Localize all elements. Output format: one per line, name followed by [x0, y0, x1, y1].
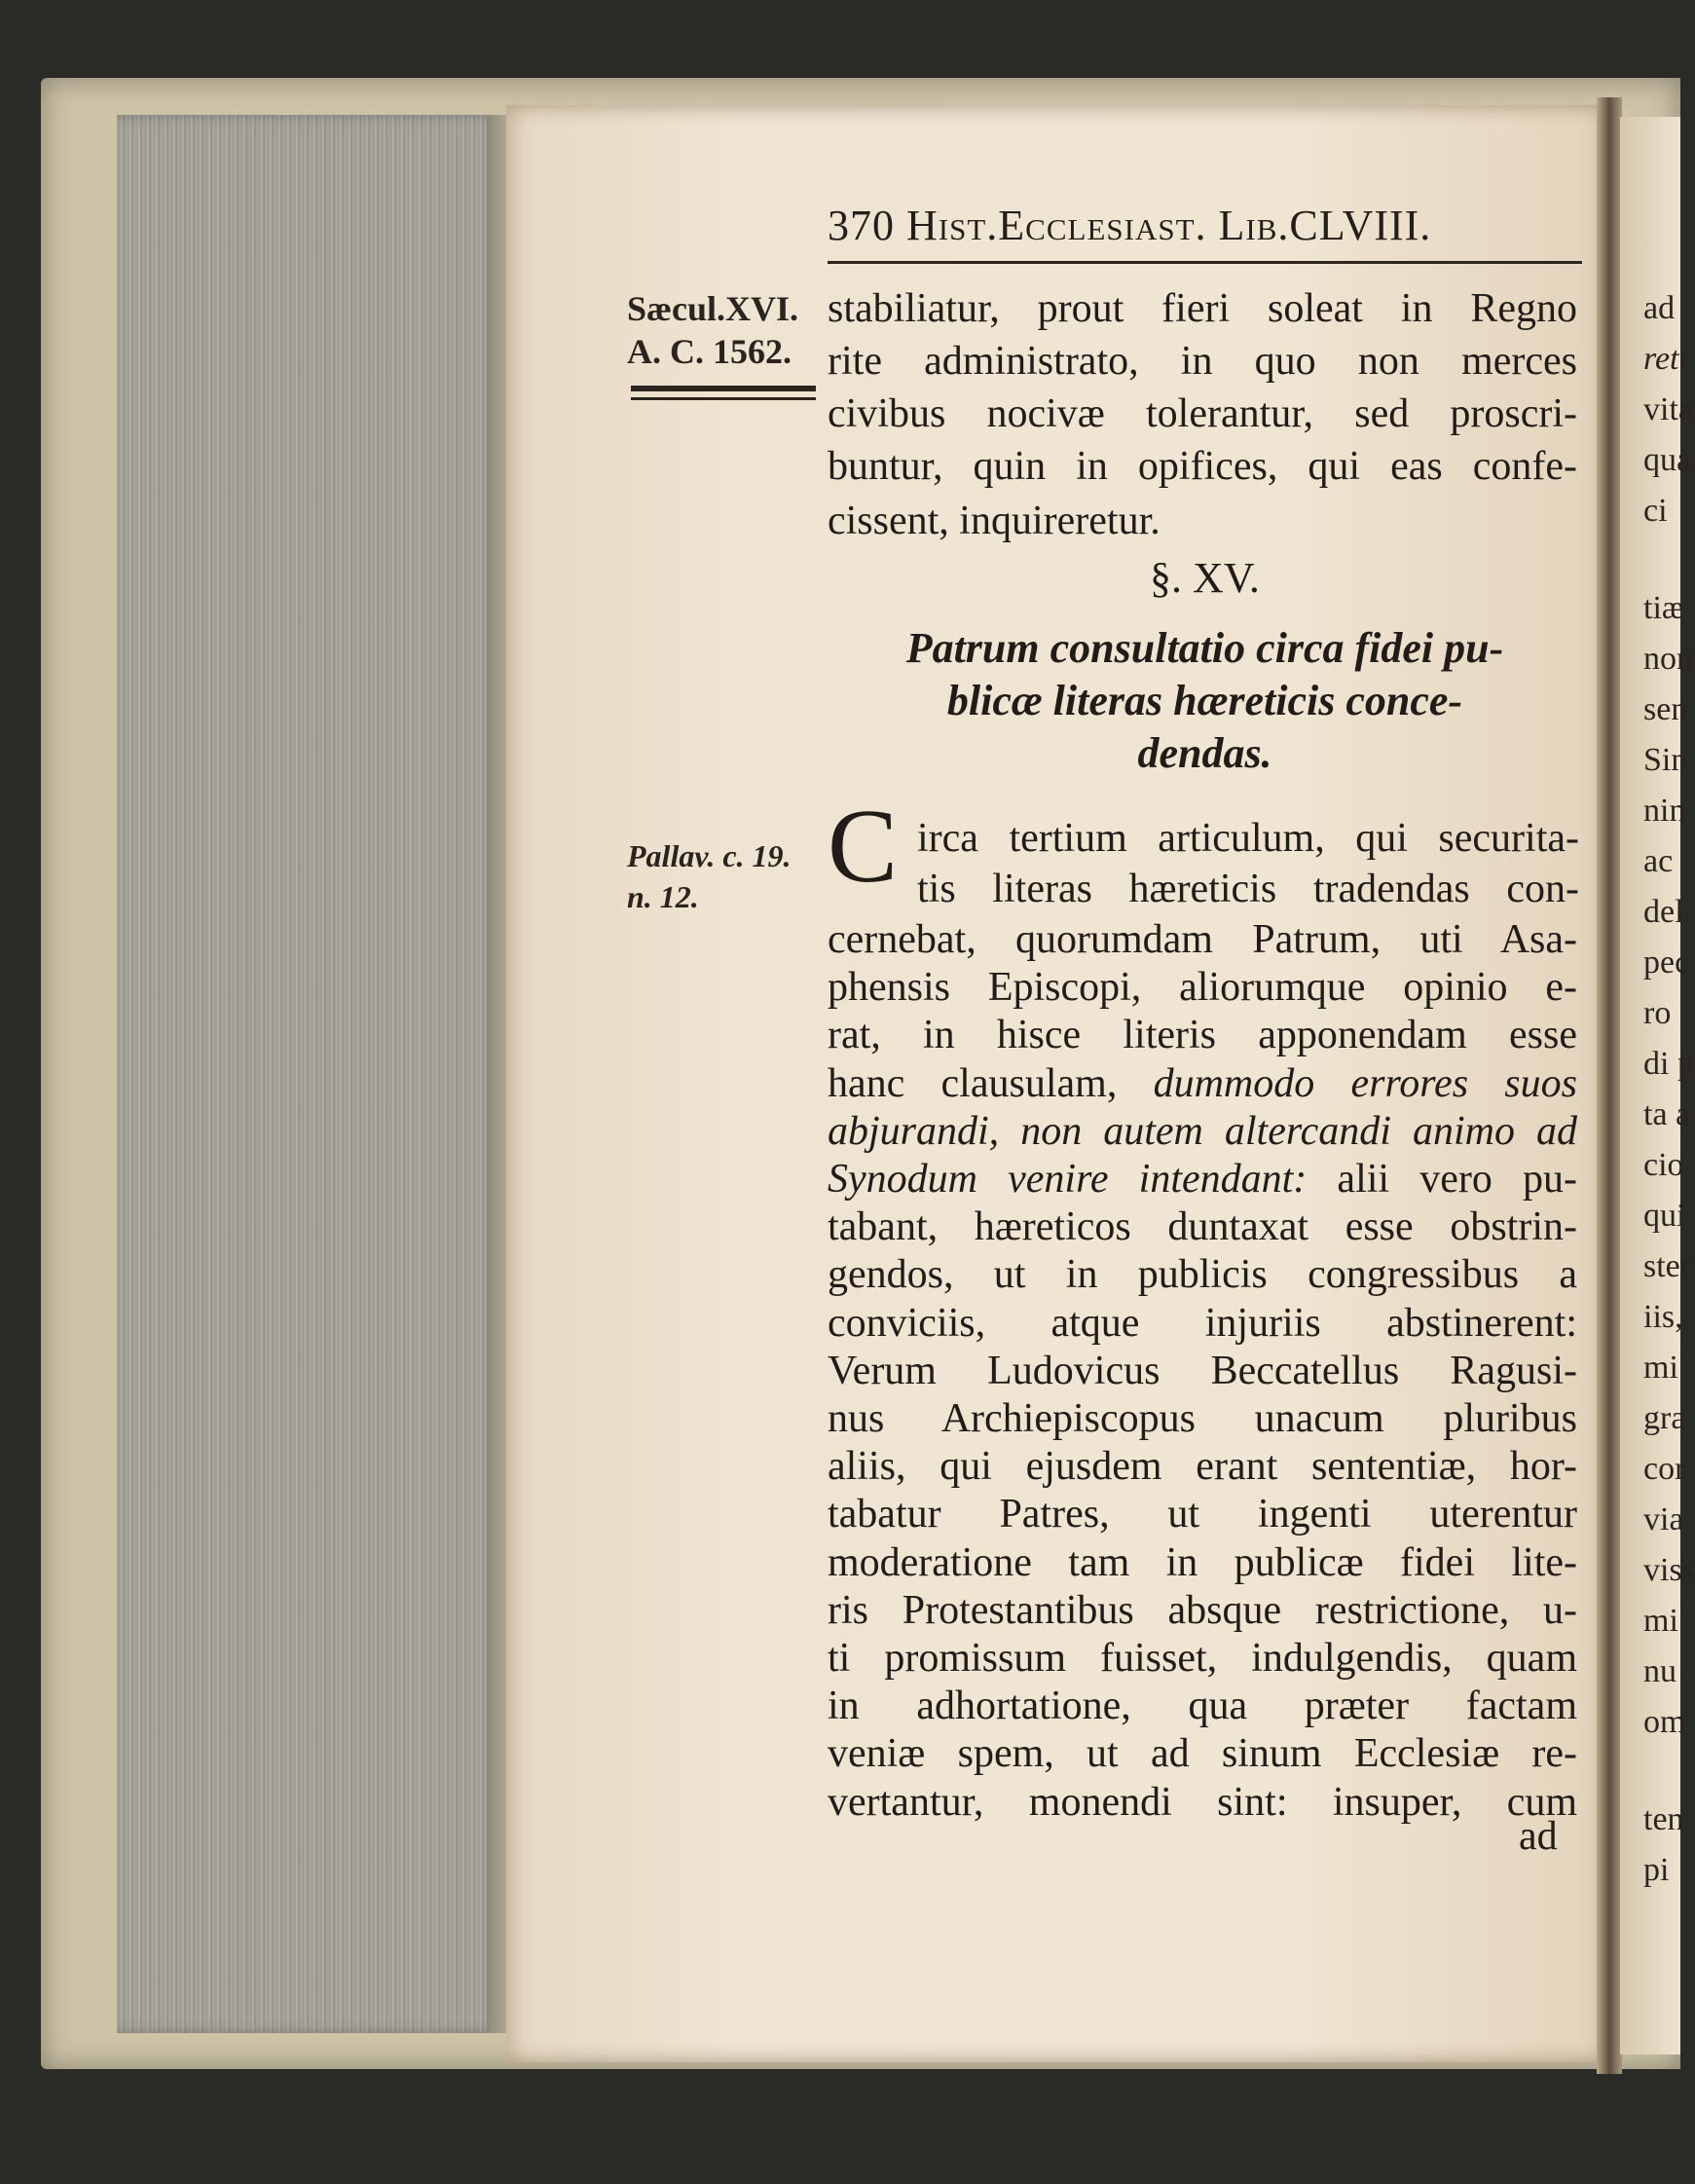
- page-block-edges: [117, 115, 506, 2033]
- section-number: §. XV.: [1150, 554, 1260, 602]
- next-page-fragment: di p: [1643, 1046, 1694, 1082]
- next-page-fragment: ad: [1643, 290, 1676, 326]
- paragraph-line: in adhortatione, qua præter factam: [828, 1684, 1577, 1729]
- next-page-fragment: cio: [1643, 1147, 1684, 1183]
- paragraph-line: vertantur, monendi sint: insuper, cum: [828, 1779, 1577, 1825]
- margin-rule-thick: [631, 386, 816, 391]
- paragraph-line: veniæ spem, ut ad sinum Ecclesiæ re-: [828, 1731, 1577, 1777]
- next-page-fragment: vita: [1643, 391, 1693, 427]
- next-page-fragment: ta a: [1643, 1096, 1691, 1132]
- paragraph-line: ti promissum fuisset, indulgendis, quam: [828, 1636, 1577, 1681]
- next-page-fragment: ci: [1643, 493, 1668, 529]
- page-number: 370: [828, 202, 895, 249]
- next-page-fragment: qui: [1643, 1198, 1686, 1234]
- margin-reference-line-2: n. 12.: [627, 879, 699, 914]
- paragraph-line: gendos, ut in publicis congressibus a: [828, 1252, 1577, 1298]
- paragraph-line: rat, in hisce literis apponendam esse: [828, 1013, 1577, 1058]
- italic-phrase: dummodo errores suos: [1153, 1060, 1577, 1106]
- next-page-fragment: tiæ: [1643, 590, 1684, 626]
- next-page-fragment: viss: [1643, 1552, 1695, 1588]
- drop-cap: C: [828, 789, 899, 905]
- paragraph-line: tabatur Patres, ut ingenti uterentur: [828, 1492, 1577, 1537]
- next-page-fragment: iis,: [1643, 1299, 1683, 1335]
- next-page-fragment: nin: [1643, 793, 1686, 829]
- intro-line: rite administrato, in quo non merces: [828, 339, 1577, 384]
- next-page-fragment: ster: [1643, 1248, 1692, 1284]
- margin-year: A. C. 1562.: [627, 332, 792, 371]
- intro-line: cissent, inquireretur.: [828, 499, 1161, 543]
- next-page-fragment: reti: [1643, 341, 1688, 377]
- next-page-fragment: cor: [1643, 1451, 1686, 1487]
- paragraph-line: tis literas hæreticis tradendas con-: [917, 867, 1579, 911]
- next-page-fragment: ten: [1643, 1801, 1684, 1837]
- next-page-fragment: mi: [1643, 1350, 1678, 1386]
- margin-reference: [627, 835, 792, 917]
- next-page-fragment: ac: [1643, 843, 1674, 879]
- paragraph-line: nus Archiepiscopus unacum pluribus: [828, 1396, 1577, 1441]
- paragraph-line: tabant, hæreticos duntaxat esse obstrin-: [828, 1204, 1577, 1250]
- next-page-fragment: nu: [1643, 1653, 1677, 1689]
- next-page-fragment: mi: [1643, 1603, 1678, 1639]
- next-page-fragment: ro: [1643, 995, 1672, 1031]
- next-page-fragment: om: [1643, 1704, 1686, 1740]
- next-page-fragment: via: [1643, 1501, 1684, 1537]
- next-page-fragment: qua: [1643, 442, 1692, 478]
- paragraph-line: cernebat, quorumdam Patrum, uti Asa-: [828, 917, 1577, 962]
- next-page-fragment: sen: [1643, 691, 1688, 727]
- paragraph-line: irca tertium articulum, qui securita-: [917, 816, 1579, 861]
- intro-line: civibus nocivæ tolerantur, sed proscri-: [828, 391, 1577, 436]
- margin-rule-thin: [631, 397, 816, 400]
- header-rule: [828, 261, 1582, 264]
- paragraph-line: Verum Ludovicus Beccatellus Ragusi-: [828, 1348, 1577, 1393]
- next-page-fragment: del: [1643, 894, 1684, 930]
- paragraph-line: phensis Episcopi, aliorumque opinio e-: [828, 965, 1577, 1011]
- next-page-fragment: pec: [1643, 944, 1690, 981]
- paragraph-line: moderatione tam in publicæ fidei lite-: [828, 1539, 1577, 1585]
- next-page-fragment: pi: [1643, 1852, 1670, 1888]
- catchword: ad: [1519, 1814, 1558, 1859]
- heading-line: Patrum consultatio circa fidei pu-: [905, 624, 1504, 672]
- heading-line: blicæ literas hæreticis conce-: [946, 677, 1463, 724]
- paragraph-line: [828, 1107, 1577, 1156]
- paragraph-line: ris Protestantibus absque restrictione, u-: [828, 1587, 1577, 1633]
- margin-reference-line-1: Pallav. c. 19.: [627, 838, 792, 873]
- paragraph-line: conviciis, atque injuriis abstinerent:: [828, 1300, 1577, 1346]
- book-gutter: [1597, 97, 1622, 2074]
- intro-line: buntur, quin in opifices, qui eas confe-: [828, 444, 1577, 489]
- paragraph-line: aliis, qui ejusdem erant sententiæ, hor-: [828, 1444, 1577, 1490]
- paragraph-line: Synodum venire intendant: alii vero pu-: [828, 1157, 1577, 1202]
- heading-line: dendas.: [1137, 729, 1272, 777]
- paragraph-line: hanc clausulam, dummodo errores suos: [828, 1060, 1577, 1106]
- italic-phrase: Synodum venire intendant:: [828, 1157, 1308, 1202]
- next-page-fragment: Sin: [1643, 742, 1688, 778]
- running-title: Hist.Ecclesiast. Lib.CLVIII.: [906, 202, 1432, 249]
- next-page-fragment: gra: [1643, 1400, 1686, 1436]
- intro-line: stabiliatur, prout fieri soleat in Regno: [828, 286, 1577, 331]
- italic-phrase: abjurandi, non autem altercandi animo ad: [828, 1108, 1577, 1154]
- margin-century: Sæcul.XVI.: [627, 289, 799, 328]
- next-page-fragment: non: [1643, 641, 1693, 677]
- running-header: [828, 201, 1431, 250]
